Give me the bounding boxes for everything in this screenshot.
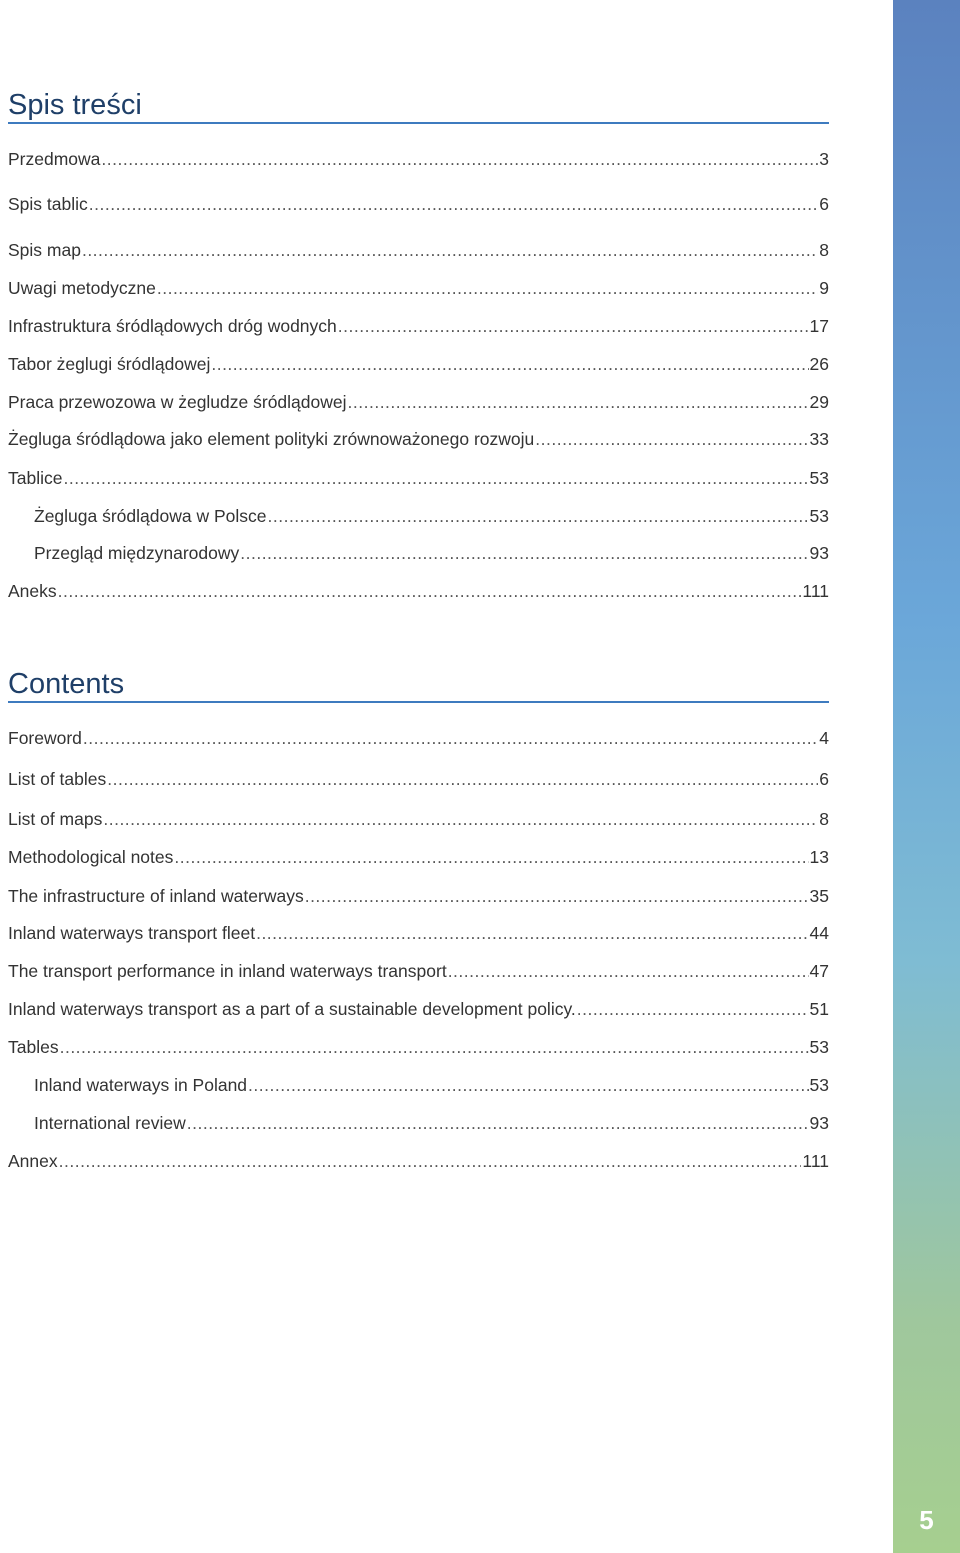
toc-leader: [348, 390, 809, 414]
toc-leader: [174, 845, 808, 869]
toc-entry[interactable]: [8, 807, 829, 831]
toc-entry[interactable]: [8, 352, 829, 376]
toc-entry-page: 29: [809, 392, 829, 412]
toc-entry[interactable]: [8, 959, 829, 983]
toc-leader: [59, 1149, 802, 1173]
toc-heading-pl: Spis treści: [8, 88, 829, 124]
toc-entry-page: 8: [819, 809, 829, 829]
toc-leader: [577, 997, 809, 1021]
toc-entry-label: Żegluga śródlądowa w Polsce: [34, 506, 267, 526]
toc-entry-label: Tabor żeglugi śródlądowej: [8, 354, 211, 374]
toc-leader: [256, 921, 808, 945]
toc-entry-page: 111: [802, 1151, 829, 1171]
toc-entry-label: Methodological notes: [8, 847, 174, 867]
toc-entry-page: 33: [809, 429, 829, 449]
toc-leader: [83, 726, 818, 750]
toc-entry[interactable]: [8, 466, 829, 490]
toc-entry-page: 17: [809, 316, 829, 336]
toc-leader: [89, 192, 819, 216]
toc-leader: [187, 1111, 809, 1135]
toc-entry-label: International review: [34, 1113, 186, 1133]
toc-entry-label: Przegląd międzynarodowy: [34, 543, 240, 563]
toc-entry[interactable]: [8, 921, 829, 945]
page-number: 5: [919, 1505, 934, 1535]
toc-entry[interactable]: [8, 997, 829, 1021]
toc-entry-page: 44: [809, 923, 829, 943]
toc-leader: [101, 147, 818, 171]
toc-entry-label: List of tables: [8, 769, 107, 789]
toc-entry-page: 51: [809, 999, 829, 1019]
toc-leader: [268, 504, 809, 528]
toc-entry[interactable]: [8, 884, 829, 908]
toc-leader: [305, 884, 809, 908]
toc-leader: [448, 959, 809, 983]
toc-entry[interactable]: [8, 1035, 829, 1059]
toc-entry[interactable]: [8, 1149, 829, 1173]
toc-entry-page: 6: [819, 194, 829, 214]
toc-entry-page: 9: [819, 278, 829, 298]
toc-entry-label: Aneks: [8, 581, 57, 601]
toc-entry-label: Inland waterways transport fleet: [8, 923, 256, 943]
toc-leader: [211, 352, 808, 376]
toc-entry-page: 93: [809, 1113, 829, 1133]
toc-heading-en: Contents: [8, 667, 829, 703]
toc-entry-page: 53: [809, 468, 829, 488]
toc-entry-page: 53: [809, 1075, 829, 1095]
toc-entry-page: 26: [809, 354, 829, 374]
toc-entry-label: Tables: [8, 1037, 59, 1057]
toc-entry-label: Praca przewozowa w żegludze śródlądowej: [8, 392, 347, 412]
toc-leader: [535, 427, 808, 451]
toc-entry-label: The transport performance in inland waterways transport: [8, 961, 447, 981]
toc-entry-page: 111: [802, 581, 829, 601]
toc-entry-label: Inland waterways in Poland: [34, 1075, 248, 1095]
toc-entry-label: Spis tablic: [8, 194, 88, 214]
toc-entry-label: Foreword: [8, 728, 82, 748]
toc-entry-page: 53: [809, 1037, 829, 1057]
toc-subentry[interactable]: [8, 1111, 829, 1135]
toc-entry-label: Inland waterways transport as a part of a sustainable development policy.: [8, 999, 576, 1019]
toc-entry[interactable]: [8, 147, 829, 171]
toc-entry-page: 13: [809, 847, 829, 867]
toc-entry-label: Uwagi metodyczne: [8, 278, 156, 298]
toc-leader: [82, 238, 818, 262]
toc-leader: [107, 767, 818, 791]
toc-entry-label: Spis map: [8, 240, 81, 260]
toc-entry-label: Przedmowa: [8, 149, 101, 169]
toc-entry[interactable]: [8, 276, 829, 300]
toc-subentry[interactable]: [8, 1073, 829, 1097]
toc-entry[interactable]: [8, 767, 829, 791]
toc-leader: [60, 1035, 809, 1059]
toc-entry-label: Annex: [8, 1151, 58, 1171]
toc-entry-page: 53: [809, 506, 829, 526]
toc-entry-page: 4: [819, 728, 829, 748]
toc-entry-label: List of maps: [8, 809, 103, 829]
toc-entry[interactable]: [8, 314, 829, 338]
toc-entry-page: 93: [809, 543, 829, 563]
toc-subentry[interactable]: [8, 504, 829, 528]
toc-entry-label: Tablice: [8, 468, 63, 488]
toc-entry[interactable]: [8, 726, 829, 750]
toc-entry-label: Infrastruktura śródlądowych dróg wodnych: [8, 316, 337, 336]
toc-entry[interactable]: [8, 845, 829, 869]
toc-leader: [103, 807, 818, 831]
toc-leader: [338, 314, 809, 338]
toc-entry[interactable]: [8, 427, 829, 451]
toc-leader: [248, 1073, 808, 1097]
toc-leader: [63, 466, 808, 490]
toc-leader: [240, 541, 808, 565]
toc-entry-page: 35: [809, 886, 829, 906]
toc-entry-page: 8: [819, 240, 829, 260]
toc-entry[interactable]: [8, 579, 829, 603]
toc-entry[interactable]: [8, 192, 829, 216]
toc-entry[interactable]: [8, 390, 829, 414]
toc-entry-page: 47: [809, 961, 829, 981]
toc-leader: [58, 579, 802, 603]
toc-leader: [157, 276, 818, 300]
toc-entry-label: Żegluga śródlądowa jako element polityki zrównoważonego rozwoju: [8, 429, 535, 449]
decorative-sidebar: [893, 0, 960, 1553]
toc-entry-label: The infrastructure of inland waterways: [8, 886, 304, 906]
toc-subentry[interactable]: [8, 541, 829, 565]
toc-entry[interactable]: [8, 238, 829, 262]
toc-entry-page: 3: [819, 149, 829, 169]
toc-entry-page: 6: [819, 769, 829, 789]
